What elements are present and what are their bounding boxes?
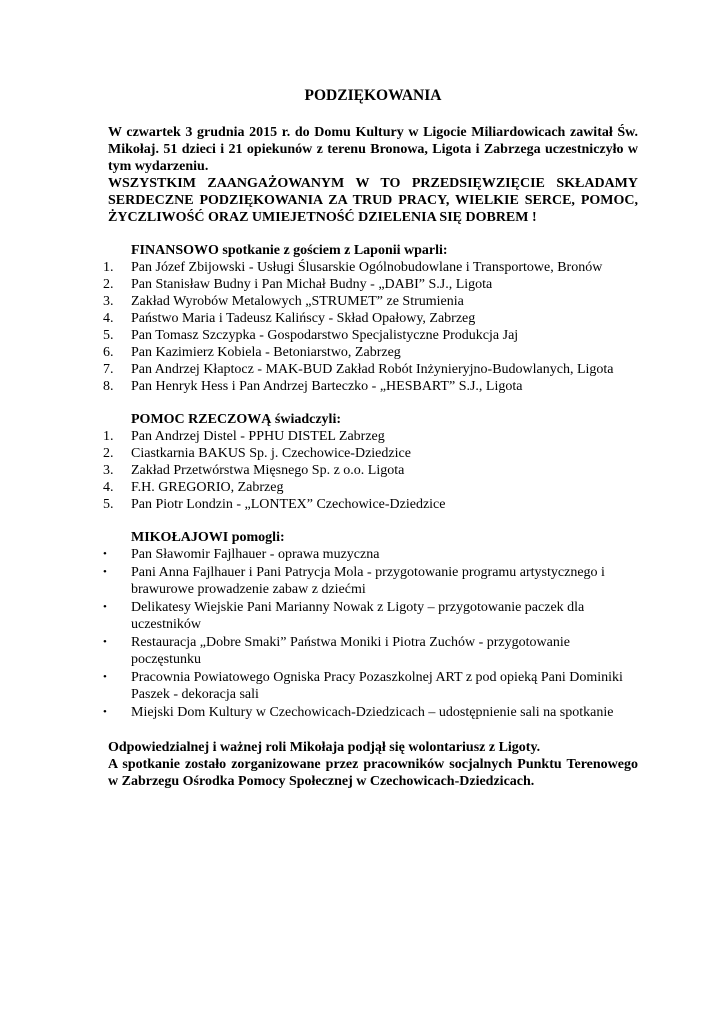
list-item — [103, 496, 638, 513]
list-item-text: Pan Andrzej Kłaptocz - MAK-BUD Zakład Robót Inżynieryjno-Budowlanych, Ligota — [131, 362, 614, 377]
list-item-number: 7. — [103, 362, 114, 377]
list-item-text: Pan Stanisław Budny i Pan Michał Budny - „DABI” S.J., Ligota — [131, 277, 493, 292]
list-item — [103, 310, 638, 327]
list-item-text: Pani Anna Fajlhauer i Pani Patrycja Mola - przygotowanie programu artystycznego i brawurowe prowadzenie zabaw z dziećmi — [131, 565, 605, 597]
list-item — [103, 327, 638, 344]
list-item-number: 8. — [103, 379, 114, 394]
list-item-text: Restauracja „Dobre Smaki” Państwa Moniki i Piotra Zuchów - przygotowanie poczęstunku — [131, 635, 570, 667]
list-item — [103, 669, 638, 703]
list-item — [103, 546, 638, 563]
material-list — [103, 428, 638, 513]
bullet-icon: • — [103, 548, 107, 560]
list-item-text: Zakład Przetwórstwa Mięsnego Sp. z o.o. Ligota — [131, 463, 405, 478]
list-item — [103, 378, 638, 395]
list-item — [103, 479, 638, 496]
financial-list — [103, 259, 638, 395]
organizer-note: A spotkanie zostało zorganizowane przez pracowników socjalnych Punktu Terenowego w Zabrzegu Ośrodka Pomocy Społecznej w Czechowicach-Dziedzicach. — [108, 757, 638, 789]
list-item — [103, 276, 638, 293]
list-item — [103, 259, 638, 276]
list-item-text: Zakład Wyrobów Metalowych „STRUMET” ze Strumienia — [131, 294, 464, 309]
list-item-number: 1. — [103, 260, 114, 275]
list-item — [103, 704, 638, 721]
bullet-icon: • — [103, 706, 107, 718]
list-item-text: Ciastkarnia BAKUS Sp. j. Czechowice-Dziedzice — [131, 446, 411, 461]
list-item-number: 5. — [103, 497, 114, 512]
intro-paragraph: W czwartek 3 grudnia 2015 r. do Domu Kultury w Ligocie Miliardowicach zawitał Św. Mikołaj. 51 dzieci i 21 opiekunów z terenu Bronowa, Ligota i Zabrzega uczestniczyło w tym wydarzeniu. — [108, 125, 638, 174]
volunteer-note: Odpowiedzialnej i ważnej roli Mikołaja podjął się wolontariusz z Ligoty. — [108, 740, 541, 755]
list-item — [103, 462, 638, 479]
closing-block — [108, 739, 638, 790]
list-item-number: 6. — [103, 345, 114, 360]
bullet-icon: • — [103, 671, 107, 683]
list-item-text: Miejski Dom Kultury w Czechowicach-Dziedzicach – udostępnienie sali na spotkanie — [131, 705, 614, 720]
list-item-text: Pan Henryk Hess i Pan Andrzej Barteczko - „HESBART” S.J., Ligota — [131, 379, 523, 394]
list-item-text: Pan Józef Zbijowski - Usługi Ślusarskie Ogólnobudowlane i Transportowe, Bronów — [131, 260, 603, 275]
helpers-section — [103, 529, 638, 721]
list-item-number: 4. — [103, 480, 114, 495]
list-item-number: 2. — [103, 277, 114, 292]
list-item-text: Delikatesy Wiejskie Pani Marianny Nowak z Ligoty – przygotowanie paczek dla uczestników — [131, 600, 585, 632]
list-item-number: 3. — [103, 294, 114, 309]
list-item-number: 1. — [103, 429, 114, 444]
list-item-text: Pan Kazimierz Kobiela - Betoniarstwo, Zabrzeg — [131, 345, 401, 360]
helpers-list — [103, 546, 638, 721]
list-item-number: 3. — [103, 463, 114, 478]
list-item — [103, 428, 638, 445]
list-item-text: F.H. GREGORIO, Zabrzeg — [131, 480, 284, 495]
list-item-text: Pan Andrzej Distel - PPHU DISTEL Zabrzeg — [131, 429, 385, 444]
list-item — [103, 293, 638, 310]
list-item — [103, 634, 638, 668]
list-item-number: 2. — [103, 446, 114, 461]
helpers-heading: MIKOŁAJOWI pomogli: — [131, 530, 285, 545]
material-section — [103, 411, 638, 513]
list-item-text: Pan Sławomir Fajlhauer - oprawa muzyczna — [131, 547, 380, 562]
list-item — [103, 344, 638, 361]
bullet-icon: • — [103, 601, 107, 613]
document-body — [103, 87, 638, 790]
list-item — [103, 599, 638, 633]
intro-block — [108, 124, 638, 226]
bullet-icon: • — [103, 566, 107, 578]
document-title: PODZIĘKOWANIA — [304, 87, 442, 104]
bullet-icon: • — [103, 636, 107, 648]
list-item — [103, 361, 638, 378]
list-item-number: 4. — [103, 311, 114, 326]
financial-heading: FINANSOWO spotkanie z gościem z Laponii wparli: — [131, 243, 448, 258]
list-item-text: Pan Piotr Londzin - „LONTEX” Czechowice-Dziedzice — [131, 497, 446, 512]
list-item-text: Pan Tomasz Szczypka - Gospodarstwo Specjalistyczne Produkcja Jaj — [131, 328, 519, 343]
financial-section — [103, 242, 638, 395]
list-item-text: Państwo Maria i Tadeusz Kalińscy - Skład Opałowy, Zabrzeg — [131, 311, 476, 326]
thanks-paragraph: WSZYSTKIM ZAANGAŻOWANYM W TO PRZEDSIĘWZIĘCIE SKŁADAMY SERDECZNE PODZIĘKOWANIA ZA TRUD PRACY, WIELKIE SERCE, POMOC, ŻYCZLIWOŚĆ ORAZ UMIEJETNOŚĆ DZIELENIA SIĘ DOBREM ! — [108, 176, 638, 225]
list-item-number: 5. — [103, 328, 114, 343]
material-heading: POMOC RZECZOWĄ świadczyli: — [131, 412, 341, 427]
list-item — [103, 564, 638, 598]
list-item-text: Pracownia Powiatowego Ogniska Pracy Pozaszkolnej ART z pod opieką Pani Dominiki Paszek - dekoracja sali — [131, 670, 623, 702]
list-item — [103, 445, 638, 462]
